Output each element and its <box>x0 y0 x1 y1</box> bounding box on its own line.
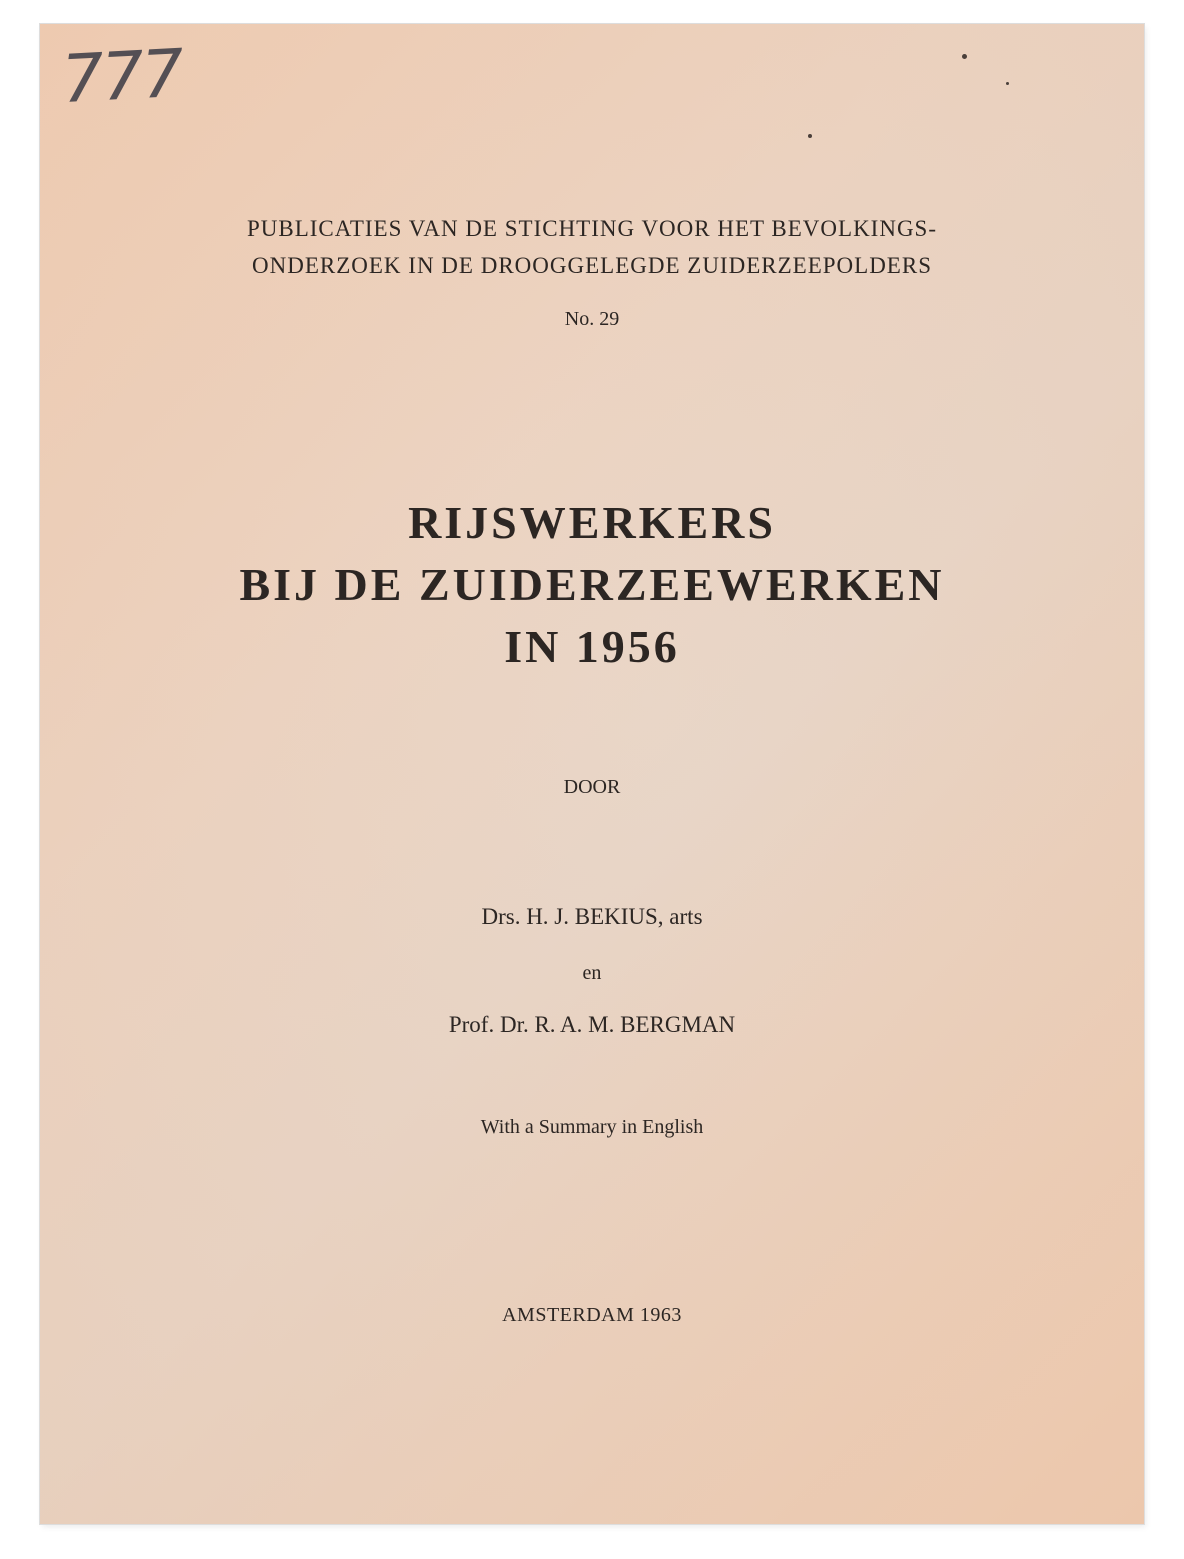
document-cover <box>40 24 1144 1524</box>
paper-speck <box>962 54 967 59</box>
paper-speck <box>808 134 812 138</box>
imprint: AMSTERDAM 1963 <box>502 1304 682 1326</box>
by-label: DOOR <box>563 776 621 798</box>
title-line-1: RIJSWERKERS <box>408 497 776 548</box>
author-2: Prof. Dr. R. A. M. BERGMAN <box>448 1012 736 1037</box>
series-line-2: ONDERZOEK IN DE DROOGGELEGDE ZUIDERZEEPOLDERS <box>252 253 932 278</box>
series-line-1: PUBLICATIES VAN DE STICHTING VOOR HET BEVOLKINGS- <box>246 216 938 241</box>
paper-speck <box>1006 82 1009 85</box>
series-number: No. 29 <box>564 308 620 330</box>
summary-note: With a Summary in English <box>480 1116 704 1138</box>
title-line-2: BIJ DE ZUIDERZEEWERKEN <box>239 559 945 610</box>
series-heading <box>40 210 1144 284</box>
document-title <box>40 492 1144 678</box>
title-line-3: IN 1956 <box>504 621 680 672</box>
author-conjunction: en <box>582 962 602 984</box>
handwritten-note: 777 <box>60 34 184 119</box>
author-1: Drs. H. J. BEKIUS, arts <box>481 904 703 929</box>
